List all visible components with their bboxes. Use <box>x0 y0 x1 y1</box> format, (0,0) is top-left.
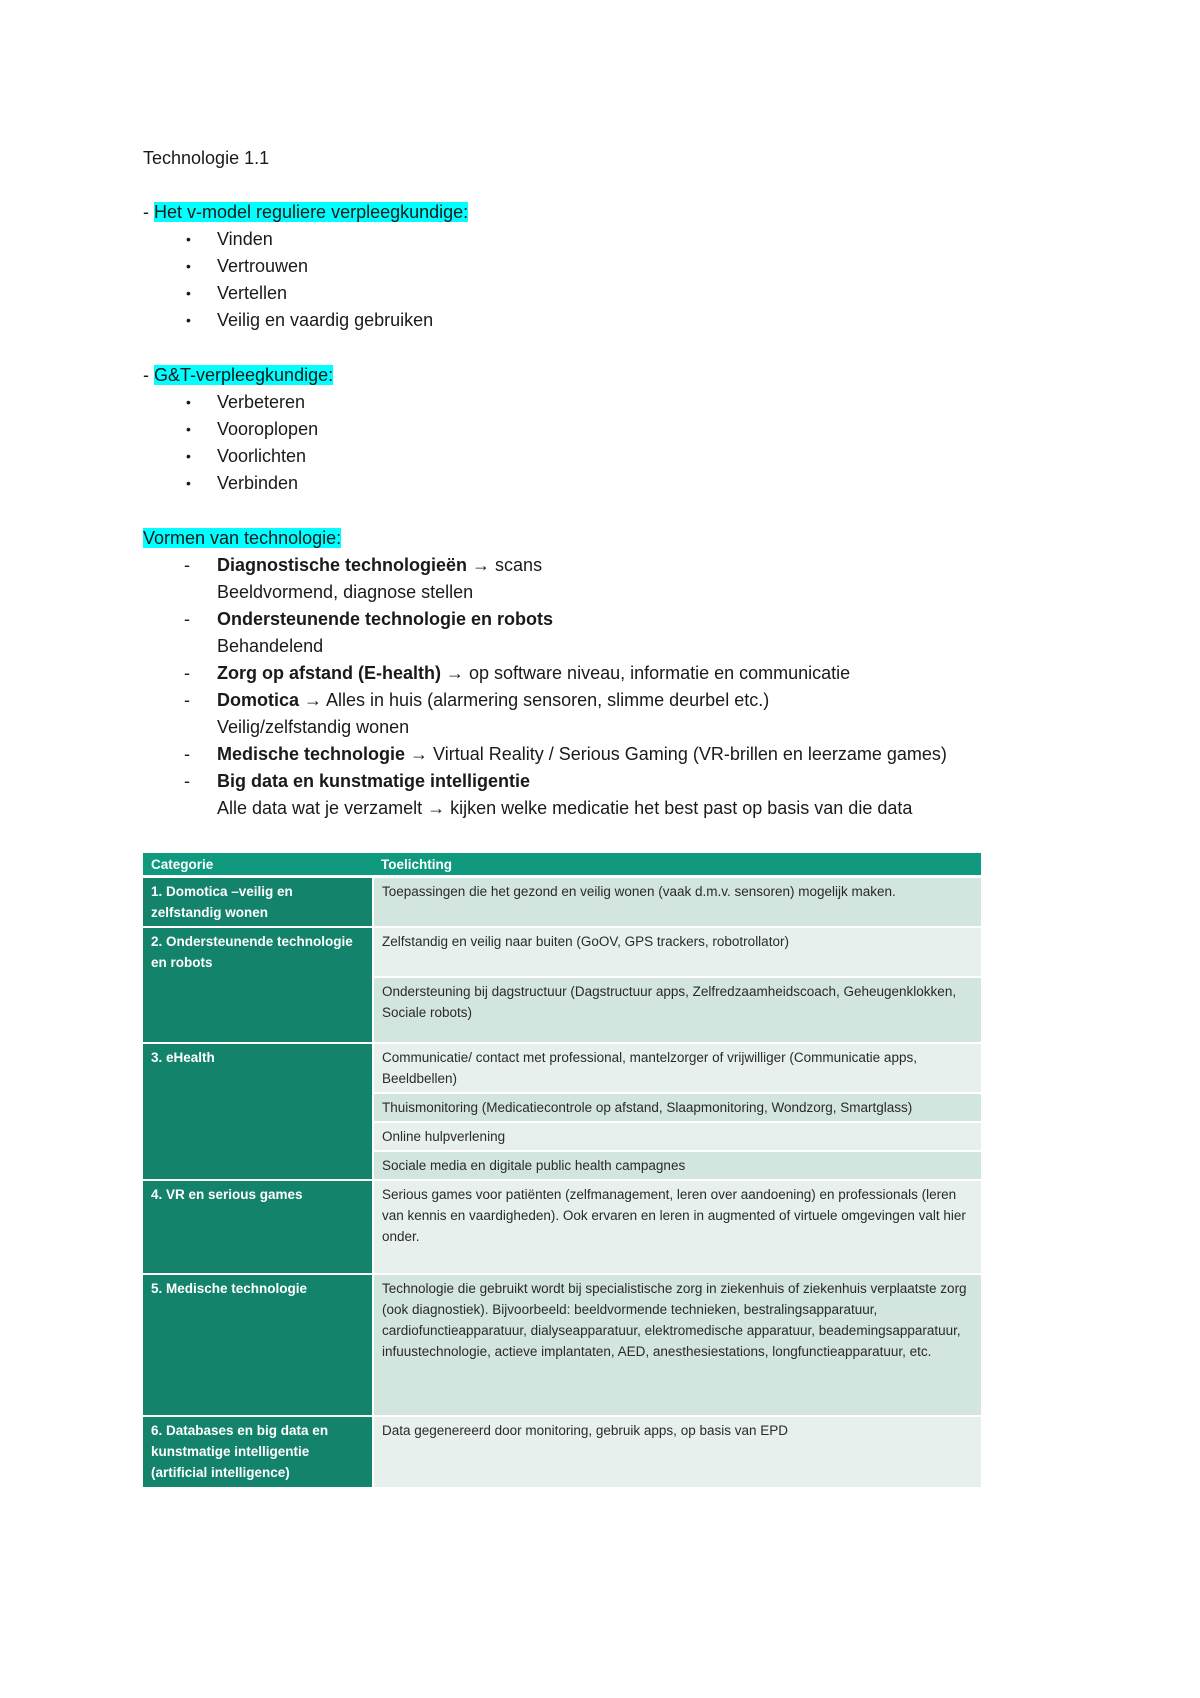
bullet-icon: • <box>186 421 191 437</box>
forms-item-rest: → scans <box>467 555 543 575</box>
section-gt-prefix: - <box>143 365 154 385</box>
dash-marker: - <box>184 609 190 629</box>
forms-item-line <box>217 769 530 793</box>
description-cell: Online hulpverlening <box>373 1122 981 1151</box>
forms-item-line <box>217 688 769 712</box>
header-toelichting: Toelichting <box>373 853 981 877</box>
header-categorie: Categorie <box>143 853 373 877</box>
list-item-text: Vertellen <box>217 283 288 303</box>
list-item-text: Verbeteren <box>217 392 306 412</box>
bullet-icon: • <box>186 231 191 247</box>
forms-item-sub: Behandelend <box>217 636 324 656</box>
bullet-icon: • <box>186 448 191 464</box>
forms-item-bold: Zorg op afstand (E-health) <box>217 663 441 683</box>
forms-item-bold: Ondersteunende technologie en robots <box>217 609 554 629</box>
list-item-text: Voorlichten <box>217 446 307 466</box>
forms-item-line <box>217 607 553 631</box>
section-gt-heading <box>143 363 333 387</box>
forms-item-bold: Domotica <box>217 690 300 710</box>
description-cell: Sociale media en digitale public health campagnes <box>373 1151 981 1180</box>
category-table <box>143 853 981 1487</box>
dash-marker: - <box>184 663 190 683</box>
table-row <box>143 1180 981 1274</box>
forms-item-sub: Veilig/zelfstandig wonen <box>217 717 410 737</box>
description-cell: Serious games voor patiënten (zelfmanagement, leren over aandoening) en professionals (leren van kennis en vaardigheden). Ook ervaren en leren in augmented of virtuele omgevingen valt hier onder. <box>373 1180 981 1274</box>
section-v-heading-text: Het v-model reguliere verpleegkundige: <box>154 202 469 222</box>
description-cell: Technologie die gebruikt wordt bij specialistische zorg in ziekenhuis of ziekenhuis verplaatste zorg (ook diagnostiek). Bijvoorbeeld: beeldvormende technieken, bestralingsapparatuur, cardiofunctieapparatuur, dialyseapparatuur, elektromedische apparatuur, beademingsapparatuur, infuustechnologie, actieve implantaten, AED, anesthesiestations, longfunctieapparatuur, etc. <box>373 1274 981 1416</box>
category-cell: 6. Databases en big data en kunstmatige intelligentie (artificial intelligence) <box>143 1416 373 1487</box>
table-row <box>143 877 981 928</box>
forms-item-line <box>217 742 947 766</box>
bullet-icon: • <box>186 394 191 410</box>
dash-marker: - <box>184 744 190 764</box>
category-cell: 1. Domotica –veilig en zelfstandig wonen <box>143 877 373 928</box>
table-row <box>143 927 981 977</box>
forms-item-line <box>217 661 850 685</box>
table-row <box>143 1043 981 1093</box>
forms-item-line <box>217 553 542 577</box>
forms-item-rest: → Alles in huis (alarmering sensoren, slimme deurbel etc.) <box>299 690 770 710</box>
forms-item-sub: Beeldvormend, diagnose stellen <box>217 582 474 602</box>
description-cell: Toepassingen die het gezond en veilig wonen (vaak d.m.v. sensoren) mogelijk maken. <box>373 877 981 928</box>
bullet-icon: • <box>186 312 191 328</box>
list-item-text: Vinden <box>217 229 273 249</box>
bullet-icon: • <box>186 475 191 491</box>
forms-item-bold: Diagnostische technologieën <box>217 555 468 575</box>
section-v-heading <box>143 200 468 224</box>
category-cell: 5. Medische technologie <box>143 1274 373 1416</box>
forms-item-rest: → Virtual Reality / Serious Gaming (VR-brillen en leerzame games) <box>405 744 947 764</box>
description-cell: Thuismonitoring (Medicatiecontrole op afstand, Slaapmonitoring, Wondzorg, Smartglass) <box>373 1093 981 1122</box>
table-row <box>143 1416 981 1487</box>
page-title: Technologie 1.1 <box>143 148 270 168</box>
description-cell: Ondersteuning bij dagstructuur (Dagstructuur apps, Zelfredzaamheidscoach, Geheugenklokken, Sociale robots) <box>373 977 981 1043</box>
forms-heading-text: Vormen van technologie: <box>143 528 342 548</box>
forms-item-bold: Medische technologie <box>217 744 406 764</box>
forms-item-bold: Big data en kunstmatige intelligentie <box>217 771 531 791</box>
list-item-text: Veilig en vaardig gebruiken <box>217 310 434 330</box>
description-cell: Data gegenereerd door monitoring, gebruik apps, op basis van EPD <box>373 1416 981 1487</box>
table-header-row <box>143 853 981 877</box>
list-item-text: Vertrouwen <box>217 256 309 276</box>
forms-item-sub: Alle data wat je verzamelt → kijken welke medicatie het best past op basis van die data <box>217 798 913 818</box>
list-item-text: Verbinden <box>217 473 299 493</box>
dash-marker: - <box>184 555 190 575</box>
section-gt-heading-text: G&T-verpleegkundige: <box>154 365 334 385</box>
category-cell: 3. eHealth <box>143 1043 373 1180</box>
list-item-text: Vooroplopen <box>217 419 319 439</box>
description-cell: Zelfstandig en veilig naar buiten (GoOV, GPS trackers, robotrollator) <box>373 927 981 977</box>
section-v-prefix: - <box>143 202 154 222</box>
forms-heading <box>143 526 341 550</box>
bullet-icon: • <box>186 258 191 274</box>
table-row <box>143 1274 981 1416</box>
dash-marker: - <box>184 771 190 791</box>
dash-marker: - <box>184 690 190 710</box>
bullet-icon: • <box>186 285 191 301</box>
description-cell: Communicatie/ contact met professional, mantelzorger of vrijwilliger (Communicatie apps, Beeldbellen) <box>373 1043 981 1093</box>
category-cell: 2. Ondersteunende technologie en robots <box>143 927 373 1043</box>
forms-item-rest: → op software niveau, informatie en communicatie <box>441 663 851 683</box>
category-cell: 4. VR en serious games <box>143 1180 373 1274</box>
